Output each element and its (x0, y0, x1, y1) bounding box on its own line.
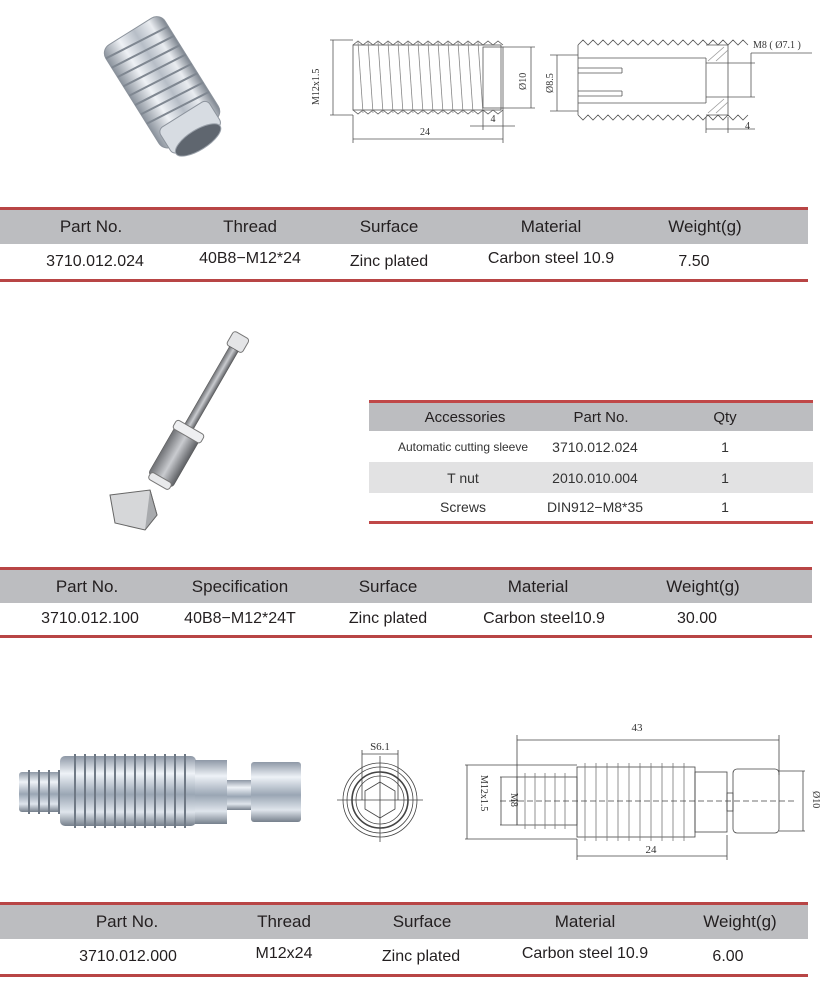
header-part-no: Part No. (95, 912, 159, 931)
threaded-insert-photo (95, 10, 245, 175)
accessory-name: T nut (447, 469, 479, 486)
thread-dimension: M12x1.5 (311, 68, 322, 105)
m8-thread-dimension: M8 ( Ø7.1 ) (753, 40, 801, 51)
pin-side-view-drawing (455, 715, 825, 865)
table-row (0, 603, 812, 638)
thread-length-dimension: 24 (645, 844, 657, 856)
header-weight: Weight(g) (668, 217, 742, 236)
header-thread: Thread (223, 217, 277, 236)
header-specification: Specification (191, 576, 289, 596)
threaded-pin-photo (15, 750, 305, 830)
accessory-row (369, 462, 813, 493)
table-row (0, 244, 808, 282)
spec-table-3710-012-000 (0, 902, 808, 977)
table-header (0, 207, 808, 244)
cell-surface: Zinc plated (381, 947, 461, 965)
insert-section-drawing (540, 25, 840, 135)
header-weight: Weight(g) (666, 576, 740, 596)
end-dimension: 4 (745, 121, 750, 132)
small-thread-dimension: M8 (508, 793, 519, 807)
header-material: Material (520, 217, 582, 236)
spec-table-3710-012-024 (0, 207, 808, 282)
cell-weight: 30.00 (676, 610, 718, 627)
accessory-qty: 1 (721, 438, 729, 455)
overall-length-dimension: 43 (631, 722, 643, 734)
header-part-no: Part No. (573, 408, 629, 426)
accessories-header (369, 400, 813, 431)
header-part-no: Part No. (55, 576, 119, 596)
header-part-no: Part No. (59, 217, 123, 236)
cell-part-no: 3710.012.100 (41, 610, 139, 627)
hex-size-dimension: S6.1 (370, 741, 390, 753)
accessory-qty: 1 (721, 499, 729, 515)
table-row (0, 939, 808, 977)
cell-material: Carbon steel 10.9 (487, 249, 615, 267)
spec-table-3710-012-100 (0, 567, 812, 638)
cell-material: Carbon steel 10.9 (521, 944, 649, 962)
header-material: Material (507, 576, 569, 596)
cell-weight: 7.50 (678, 252, 710, 270)
accessory-name: Screws (440, 499, 486, 515)
accessory-part-no: DIN912−M8*35 (546, 499, 644, 515)
accessory-part-no: 2010.010.004 (552, 469, 638, 486)
cell-thread: M12x24 (255, 944, 313, 962)
thread-dimension: M12x1.5 (478, 775, 489, 812)
cell-part-no: 3710.012.024 (46, 252, 144, 270)
header-qty: Qty (713, 408, 737, 426)
cell-surface: Zinc plated (348, 610, 428, 627)
header-surface: Surface (358, 576, 418, 596)
header-weight: Weight(g) (703, 912, 777, 931)
cell-specification: 40B8−M12*24T (184, 610, 296, 627)
diameter-dimension: Ø10 (810, 791, 821, 809)
insert-side-drawing (305, 25, 535, 145)
header-surface: Surface (359, 217, 419, 236)
accessory-name: Automatic cutting sleeve (397, 439, 529, 454)
table-header (0, 567, 812, 603)
diameter-dimension: Ø10 (518, 72, 529, 90)
header-thread: Thread (257, 912, 311, 931)
cell-material: Carbon steel10.9 (483, 610, 605, 627)
assembly-kit-photo (95, 325, 265, 540)
header-accessories: Accessories (424, 408, 506, 426)
length-dimension: 24 (420, 127, 430, 138)
pin-end-view-drawing (335, 730, 425, 845)
inner-diameter-dimension: Ø8.5 (545, 73, 556, 93)
accessories-table (369, 400, 813, 524)
cell-part-no: 3710.012.000 (79, 947, 177, 965)
cell-thread: 40B8−M12*24 (199, 249, 301, 267)
accessory-qty: 1 (721, 469, 729, 486)
accessory-row (369, 431, 813, 462)
cell-surface: Zinc plated (349, 252, 429, 270)
header-surface: Surface (392, 912, 452, 931)
accessory-part-no: 3710.012.024 (552, 438, 638, 455)
table-header (0, 902, 808, 939)
accessory-row (369, 493, 813, 524)
header-material: Material (554, 912, 616, 931)
cell-weight: 6.00 (712, 947, 744, 965)
end-dimension: 4 (490, 114, 496, 125)
